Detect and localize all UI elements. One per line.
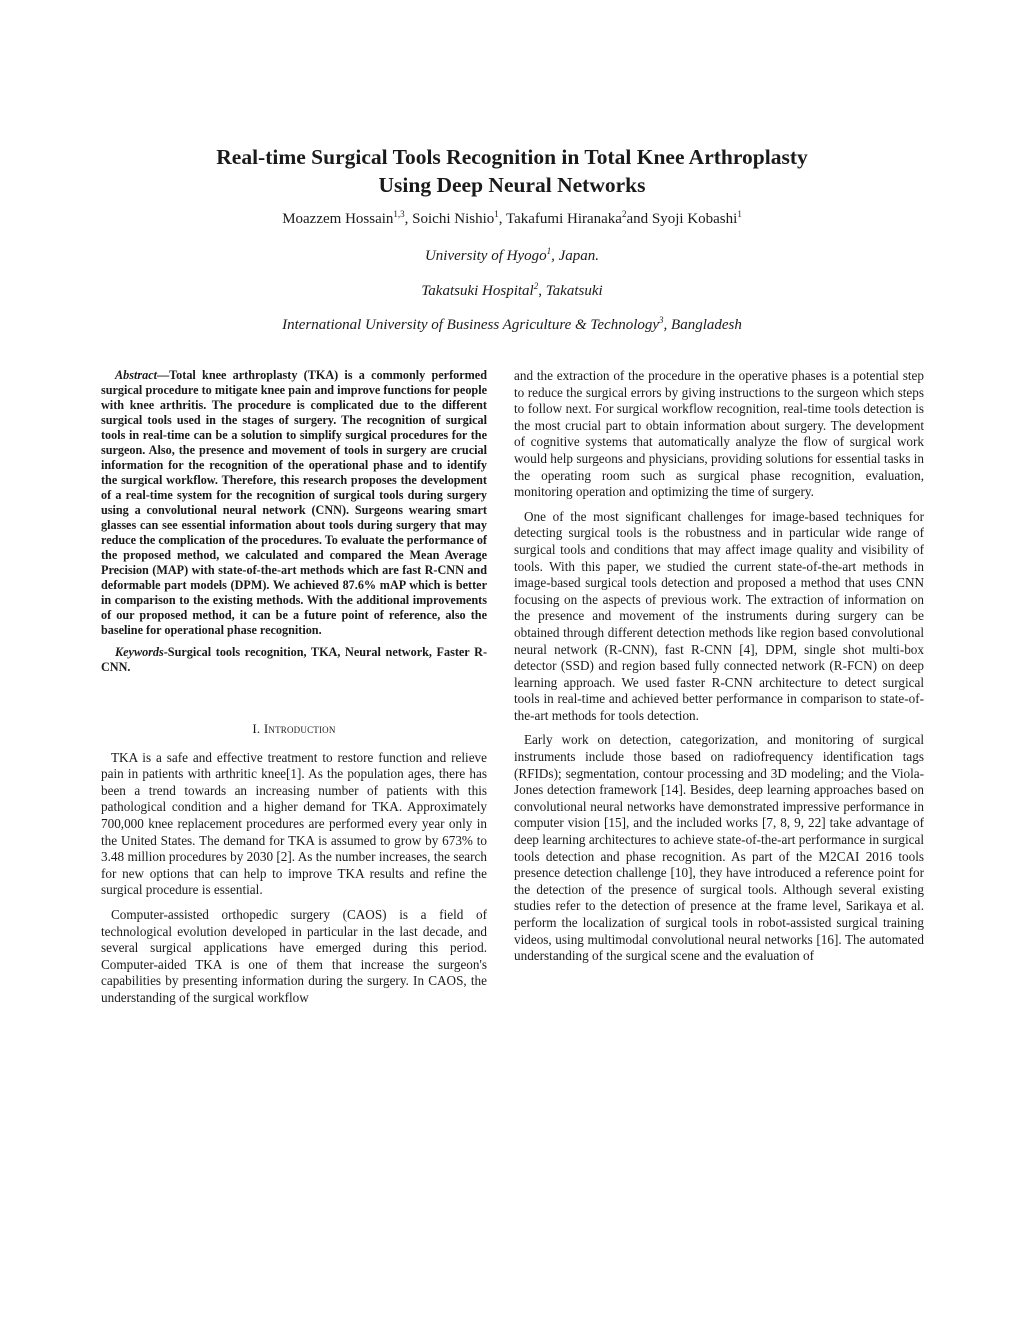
affiliation-location: , Takatsuki	[538, 283, 603, 299]
keywords	[101, 645, 487, 675]
author-name: Moazzem Hossain	[282, 211, 394, 227]
affiliation-3	[100, 315, 924, 335]
keywords-text: -Surgical tools recognition, TKA, Neural network, Faster R-CNN.	[101, 645, 487, 674]
section-title: Introduction	[263, 721, 336, 736]
right-column	[514, 368, 924, 973]
title-line-1: Real-time Surgical Tools Recognition in Total Knee Arthroplasty	[216, 145, 808, 169]
author-affiliation-mark: 1,3	[393, 209, 405, 219]
paper-title	[100, 143, 924, 199]
body-paragraph: and the extraction of the procedure in the operative phases is a potential step to reduce the surgical errors by giving instructions to the surgeon which steps to follow next. For surgical workflow recognition, real-time tools detection is the most crucial part to obtain information about surgery. The development of cognitive systems that automatically analyze the flow of surgical work would help surgeons and physicians, providing solutions for essential tasks in the operating room such as surgical phase recognition, evaluation, monitoring operation and optimizing the time of surgery.	[514, 368, 924, 500]
section-heading-introduction	[101, 721, 487, 738]
author-list	[100, 209, 924, 229]
body-paragraph: Computer-assisted orthopedic surgery (CAOS) is a field of technological evolution developed in particular in the last decade, and several surgical applications have emerged during this period. Computer-aided TKA is one of them that increase the surgeon's capabilities by presenting information during the surgery. In CAOS, the understanding of the surgical workflow	[101, 906, 487, 1005]
author-name: , Takafumi Hiranaka	[498, 211, 622, 227]
affiliation-location: , Japan.	[551, 248, 600, 264]
left-column	[101, 368, 487, 1015]
section-number: I.	[252, 721, 261, 736]
affiliation-mark: 3	[659, 315, 664, 325]
affiliation-name: International University of Business Agriculture & Technology	[282, 317, 660, 333]
affiliation-name: University of Hyogo	[424, 248, 547, 264]
abstract-label: Abstract	[115, 368, 157, 382]
affiliation-2	[100, 281, 924, 301]
affiliation-name: Takatsuki Hospital	[421, 283, 534, 299]
affiliation-1	[100, 246, 924, 266]
author-affiliation-mark: 1	[494, 209, 499, 219]
affiliation-location: , Bangladesh	[663, 317, 742, 333]
author-name: , Soichi Nishio	[404, 211, 495, 227]
abstract-text: —Total knee arthroplasty (TKA) is a commonly performed surgical procedure to mitigate knee pain and improve functions for people with knee arthritis. The procedure is complicated due to the different surgical tools used in the stages of surgery. The recognition of surgical tools in real-time can be a solution to simplify surgical procedures for the surgeon. Also, the presence and movement of tools in surgery are crucial information for the recognition of the operational phase and to identify the surgical workflow. Therefore, this research proposes the development of a real-time system for the recognition of surgical tools during surgery using a convolutional neural network (CNN). Surgeons wearing smart glasses can see essential information about tools during surgery that may reduce the complication of the procedures. To evaluate the performance of the proposed method, we calculated and compared the Mean Average Precision (MAP) with state-of-the-art methods which are fast R-CNN and deformable part models (DPM). We achieved 87.6% mAP which is better in comparison to the existing methods. With the additional improvements of our proposed method, it can be a future point of reference, also the baseline for operational phase recognition.	[101, 368, 487, 637]
affiliation-mark: 1	[546, 246, 552, 256]
author-affiliation-mark: 2	[621, 209, 627, 219]
author-name: and Syoji Kobashi	[626, 211, 738, 227]
body-paragraph: TKA is a safe and effective treatment to restore function and relieve pain in patients with arthritic knee[1]. As the population ages, there has been a trend towards an increasing number of patients with this pathological condition and a higher demand for TKA. Approximately 700,000 knee replacement procedures are performed every year only in the United States. The demand for TKA is assumed to grow by 673% to 3.48 million procedures by 2030 [2]. As the number increases, the search for new options that can help to improve TKA results and refine the surgical procedure is essential.	[101, 749, 487, 898]
affiliation-mark: 2	[533, 281, 539, 291]
title-line-2: Using Deep Neural Networks	[378, 173, 646, 197]
abstract	[101, 368, 487, 638]
author-affiliation-mark: 1	[737, 209, 742, 219]
keywords-label: Keywords	[115, 645, 164, 659]
body-paragraph: One of the most significant challenges for image-based techniques for detecting surgical tools is the robustness and in particular wide range of surgical tools and conditions that may affect image quality and visibility of tools. With this paper, we studied the current state-of-the-art methods in image-based surgical tools detection and proposed a method that uses CNN focusing on the aspects of previous work. The extraction of information on the presence and movement of the instruments during surgery can be obtained through different detection methods like region based convolutional neural network (R-CNN), fast R-CNN [4], DPM, single shot multi-box detector (SSD) and region based fully connected network (R-FCN) on deep learning approach. We used faster R-CNN architecture to detect surgical tools in real-time and achieved better performance in comparison to state-of-the-art methods for tools detection.	[514, 508, 924, 723]
body-paragraph: Early work on detection, categorization, and monitoring of surgical instruments include those based on radiofrequency identification tags (RFIDs); segmentation, contour processing and 3D modeling; and the Viola-Jones detection framework [14]. Besides, deep learning approaches based on convolutional neural networks have demonstrated impressive performance in computer vision [15], and the included works [7, 8, 9, 22] take advantage of deep learning architectures to achieve state-of-the-art performance in surgical tools detection and phase recognition. As part of the M2CAI 2016 tools presence detection challenge [10], they have introduced a reference point for the detection of the presence of surgical tools. Although several existing studies refer to the detection of presence at the frame level, Sarikaya et al. perform the localization of surgical tools in robot-assisted surgical training videos, using multimodal convolutional neural networks [16]. The automated understanding of the surgical scene and the evaluation of	[514, 732, 924, 964]
